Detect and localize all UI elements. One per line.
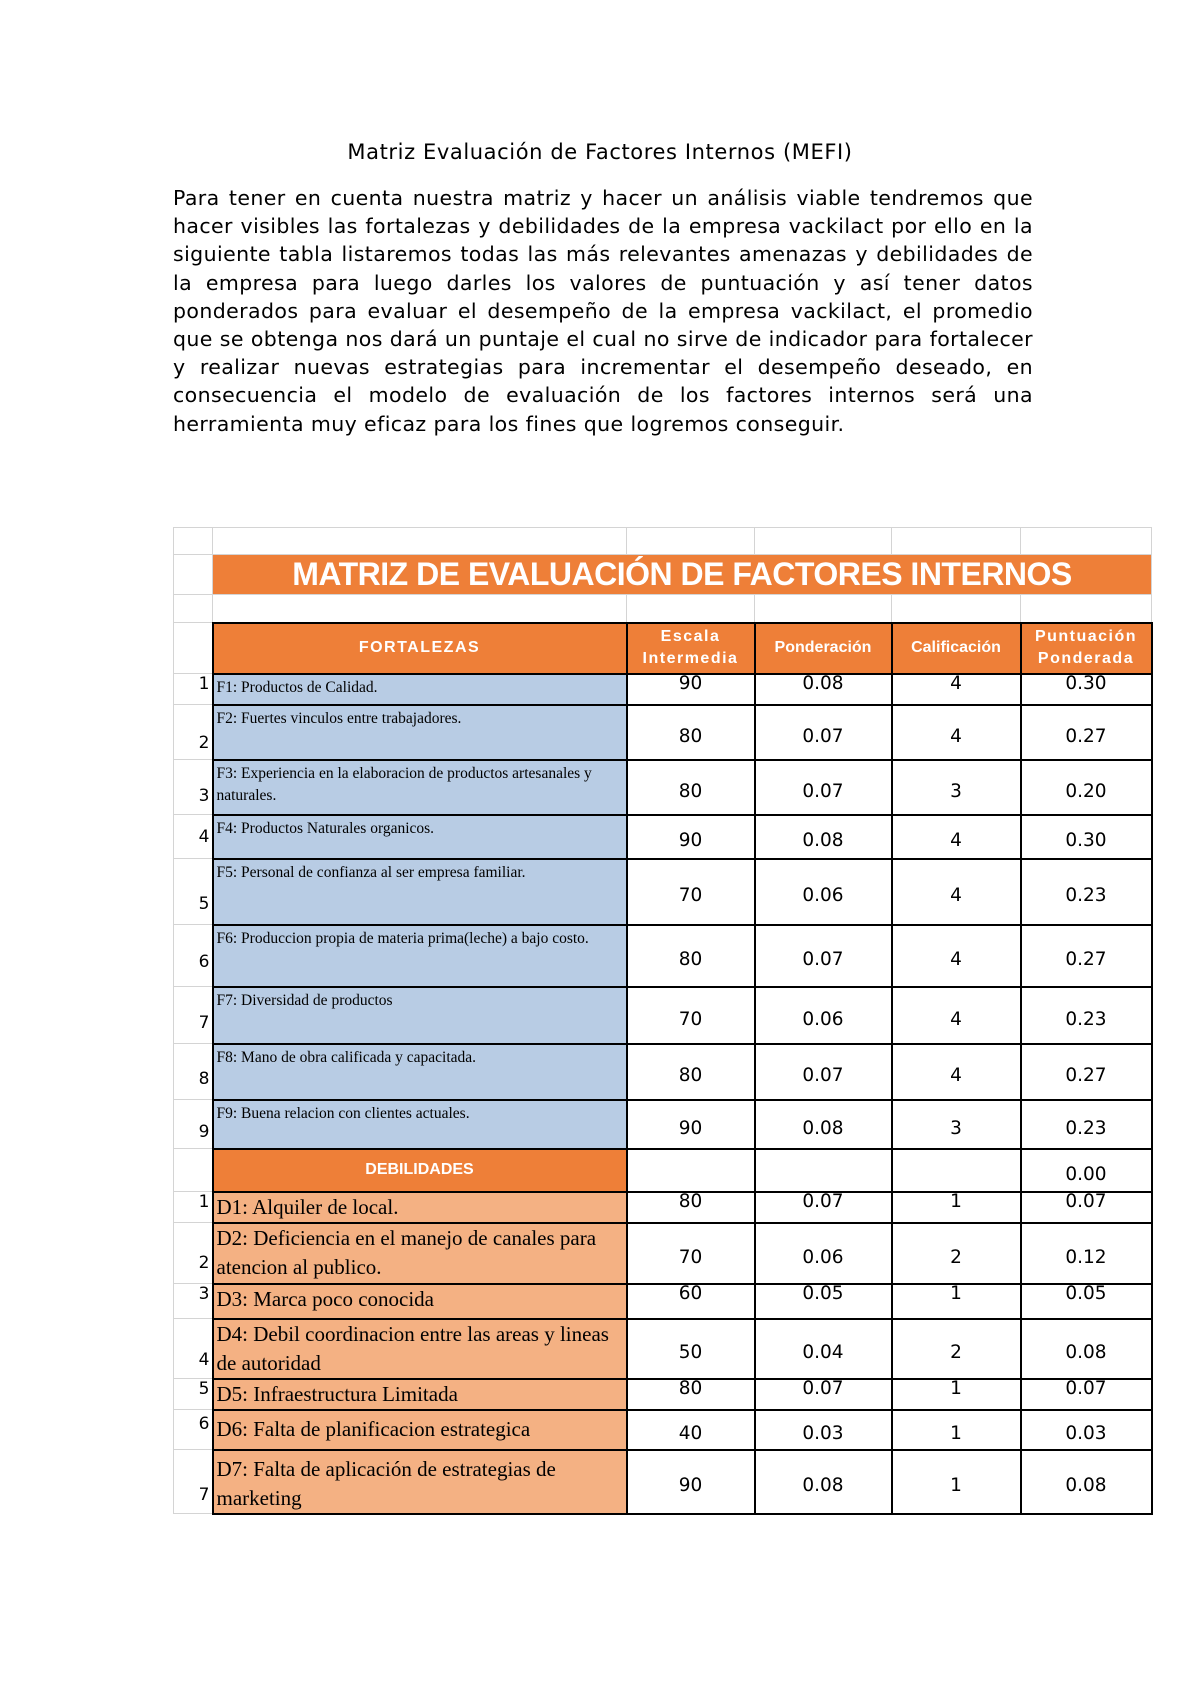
ponderacion-cell: 0.05	[755, 1284, 892, 1319]
ponderacion-cell: 0.08	[755, 1100, 892, 1149]
escala-cell: 90	[627, 815, 755, 859]
ponderacion-cell: 0.07	[755, 760, 892, 815]
calificacion-cell: 2	[892, 1223, 1021, 1284]
fortaleza-label: F5: Personal de confianza al ser empresa familiar.	[213, 859, 627, 925]
escala-cell: 80	[627, 1044, 755, 1100]
puntuacion-cell: 0.07	[1021, 1192, 1152, 1223]
puntuacion-cell: 0.27	[1021, 705, 1152, 760]
row-number: 2	[174, 705, 213, 760]
calificacion-cell: 4	[892, 674, 1021, 705]
debilidad-label: D5: Infraestructura Limitada	[213, 1379, 627, 1410]
row-number: 4	[174, 1319, 213, 1379]
puntuacion-cell: 0.20	[1021, 760, 1152, 815]
puntuacion-cell: 0.27	[1021, 1044, 1152, 1100]
debilidad-row	[174, 1192, 1152, 1223]
debilidades-header-row	[174, 1149, 1152, 1192]
debilidad-row	[174, 1379, 1152, 1410]
intro-paragraph: Para tener en cuenta nuestra matriz y hacer un análisis viable tendremos que hacer visibles las fortalezas y debilidades de la empresa vackilact por ello en la siguiente tabla listaremos todas las más relevantes amenazas y debilidades de la empresa para luego darles los valores de puntuación y así tener datos ponderados para evaluar el desempeño de la empresa vackilact, el promedio que se obtenga nos dará un puntaje el cual no sirve de indicador para fortalecer y realizar nuevas estrategias para incrementar el desempeño deseado, en consecuencia el modelo de evaluación de los factores internos será una herramienta muy eficaz para los fines que logremos conseguir.	[173, 186, 1033, 436]
ponderacion-cell: 0.07	[755, 1379, 892, 1410]
fortaleza-row	[174, 674, 1152, 705]
escala-cell: 60	[627, 1284, 755, 1319]
header-fortalezas: FORTALEZAS	[213, 623, 627, 674]
row-number: 9	[174, 1100, 213, 1149]
fortaleza-row	[174, 859, 1152, 925]
fortaleza-row	[174, 760, 1152, 815]
calificacion-cell: 4	[892, 1044, 1021, 1100]
row-number: 5	[174, 1379, 213, 1410]
row-number: 6	[174, 925, 213, 987]
escala-cell: 70	[627, 987, 755, 1044]
row-number: 3	[174, 1284, 213, 1319]
ponderacion-cell: 0.06	[755, 859, 892, 925]
row-number: 7	[174, 1450, 213, 1514]
row-number: 3	[174, 760, 213, 815]
row-number: 4	[174, 815, 213, 859]
matrix-banner: MATRIZ DE EVALUACIÓN DE FACTORES INTERNOS	[213, 555, 1152, 595]
calificacion-cell: 3	[892, 760, 1021, 815]
escala-cell: 90	[627, 674, 755, 705]
debilidad-label: D3: Marca poco conocida	[213, 1284, 627, 1319]
escala-cell: 90	[627, 1100, 755, 1149]
puntuacion-cell: 0.23	[1021, 987, 1152, 1044]
calificacion-cell: 4	[892, 859, 1021, 925]
escala-cell: 80	[627, 760, 755, 815]
puntuacion-cell: 0.08	[1021, 1319, 1152, 1379]
header-ponderacion: Ponderación	[755, 623, 892, 674]
debilidad-row	[174, 1410, 1152, 1450]
debilidad-label: D7: Falta de aplicación de estrategias de marketing	[213, 1450, 627, 1514]
escala-cell: 50	[627, 1319, 755, 1379]
calificacion-cell: 2	[892, 1319, 1021, 1379]
calificacion-cell: 3	[892, 1100, 1021, 1149]
calificacion-cell: 1	[892, 1379, 1021, 1410]
header-calificacion: Calificación	[892, 623, 1021, 674]
ponderacion-cell: 0.03	[755, 1410, 892, 1450]
empty-cell	[755, 1149, 892, 1192]
calificacion-cell: 1	[892, 1284, 1021, 1319]
fortaleza-label: F3: Experiencia en la elaboracion de productos artesanales y naturales.	[213, 760, 627, 815]
debilidad-label: D1: Alquiler de local.	[213, 1192, 627, 1223]
calificacion-cell: 1	[892, 1192, 1021, 1223]
banner-row	[174, 555, 1152, 595]
fortaleza-row	[174, 1100, 1152, 1149]
puntuacion-cell: 0.05	[1021, 1284, 1152, 1319]
fortaleza-label: F2: Fuertes vinculos entre trabajadores.	[213, 705, 627, 760]
header-debilidades: DEBILIDADES	[213, 1149, 627, 1192]
debilidad-row	[174, 1284, 1152, 1319]
fortaleza-label: F7: Diversidad de productos	[213, 987, 627, 1044]
fortaleza-label: F6: Produccion propia de materia prima(leche) a bajo costo.	[213, 925, 627, 987]
debilidad-row	[174, 1319, 1152, 1379]
header-row	[174, 623, 1152, 674]
mefi-matrix-table	[173, 527, 1153, 1515]
ponderacion-cell: 0.07	[755, 1192, 892, 1223]
fortaleza-label: F9: Buena relacion con clientes actuales.	[213, 1100, 627, 1149]
row-number: 8	[174, 1044, 213, 1100]
calificacion-cell: 4	[892, 815, 1021, 859]
escala-cell: 80	[627, 1379, 755, 1410]
fortaleza-row	[174, 705, 1152, 760]
ponderacion-cell: 0.04	[755, 1319, 892, 1379]
ponderacion-cell: 0.08	[755, 674, 892, 705]
escala-cell: 70	[627, 859, 755, 925]
ponderacion-cell: 0.06	[755, 1223, 892, 1284]
escala-cell: 90	[627, 1450, 755, 1514]
calificacion-cell: 1	[892, 1450, 1021, 1514]
debilidad-label: D2: Deficiencia en el manejo de canales para atencion al publico.	[213, 1223, 627, 1284]
fortaleza-row	[174, 987, 1152, 1044]
calificacion-cell: 1	[892, 1410, 1021, 1450]
row-number: 2	[174, 1223, 213, 1284]
row-number: 5	[174, 859, 213, 925]
calificacion-cell: 4	[892, 705, 1021, 760]
escala-cell: 70	[627, 1223, 755, 1284]
escala-cell: 80	[627, 925, 755, 987]
fortaleza-row	[174, 925, 1152, 987]
puntuacion-cell: 0.30	[1021, 674, 1152, 705]
fortaleza-label: F8: Mano de obra calificada y capacitada.	[213, 1044, 627, 1100]
calificacion-cell: 4	[892, 987, 1021, 1044]
ponderacion-cell: 0.07	[755, 1044, 892, 1100]
escala-cell: 80	[627, 1192, 755, 1223]
empty-cell	[892, 1149, 1021, 1192]
ponderacion-cell: 0.08	[755, 815, 892, 859]
row-number: 6	[174, 1410, 213, 1450]
puntuacion-cell: 0.12	[1021, 1223, 1152, 1284]
puntuacion-cell: 0.23	[1021, 859, 1152, 925]
debilidad-row	[174, 1223, 1152, 1284]
puntuacion-cell: 0.30	[1021, 815, 1152, 859]
spacer-row	[174, 595, 1152, 623]
debilidad-label: D4: Debil coordinacion entre las areas y lineas de autoridad	[213, 1319, 627, 1379]
fortaleza-label: F1: Productos de Calidad.	[213, 674, 627, 705]
row-number: 1	[174, 1192, 213, 1223]
ponderacion-cell: 0.06	[755, 987, 892, 1044]
puntuacion-cell: 0.27	[1021, 925, 1152, 987]
row-number: 1	[174, 674, 213, 705]
ponderacion-cell: 0.07	[755, 925, 892, 987]
fortaleza-row	[174, 1044, 1152, 1100]
puntuacion-cell: 0.08	[1021, 1450, 1152, 1514]
ponderacion-cell: 0.07	[755, 705, 892, 760]
debilidades-total: 0.00	[1021, 1149, 1152, 1192]
puntuacion-cell: 0.03	[1021, 1410, 1152, 1450]
fortaleza-row	[174, 815, 1152, 859]
escala-cell: 80	[627, 705, 755, 760]
calificacion-cell: 4	[892, 925, 1021, 987]
header-escala: Escala Intermedia	[627, 623, 755, 674]
fortaleza-label: F4: Productos Naturales organicos.	[213, 815, 627, 859]
escala-cell: 40	[627, 1410, 755, 1450]
debilidad-row	[174, 1450, 1152, 1514]
empty-cell	[627, 1149, 755, 1192]
row-number: 7	[174, 987, 213, 1044]
puntuacion-cell: 0.07	[1021, 1379, 1152, 1410]
spacer-row	[174, 528, 1152, 555]
ponderacion-cell: 0.08	[755, 1450, 892, 1514]
puntuacion-cell: 0.23	[1021, 1100, 1152, 1149]
debilidad-label: D6: Falta de planificacion estrategica	[213, 1410, 627, 1450]
document-title: Matriz Evaluación de Factores Internos (MEFI)	[347, 140, 853, 164]
header-puntuacion: Puntuación Ponderada	[1021, 623, 1152, 674]
